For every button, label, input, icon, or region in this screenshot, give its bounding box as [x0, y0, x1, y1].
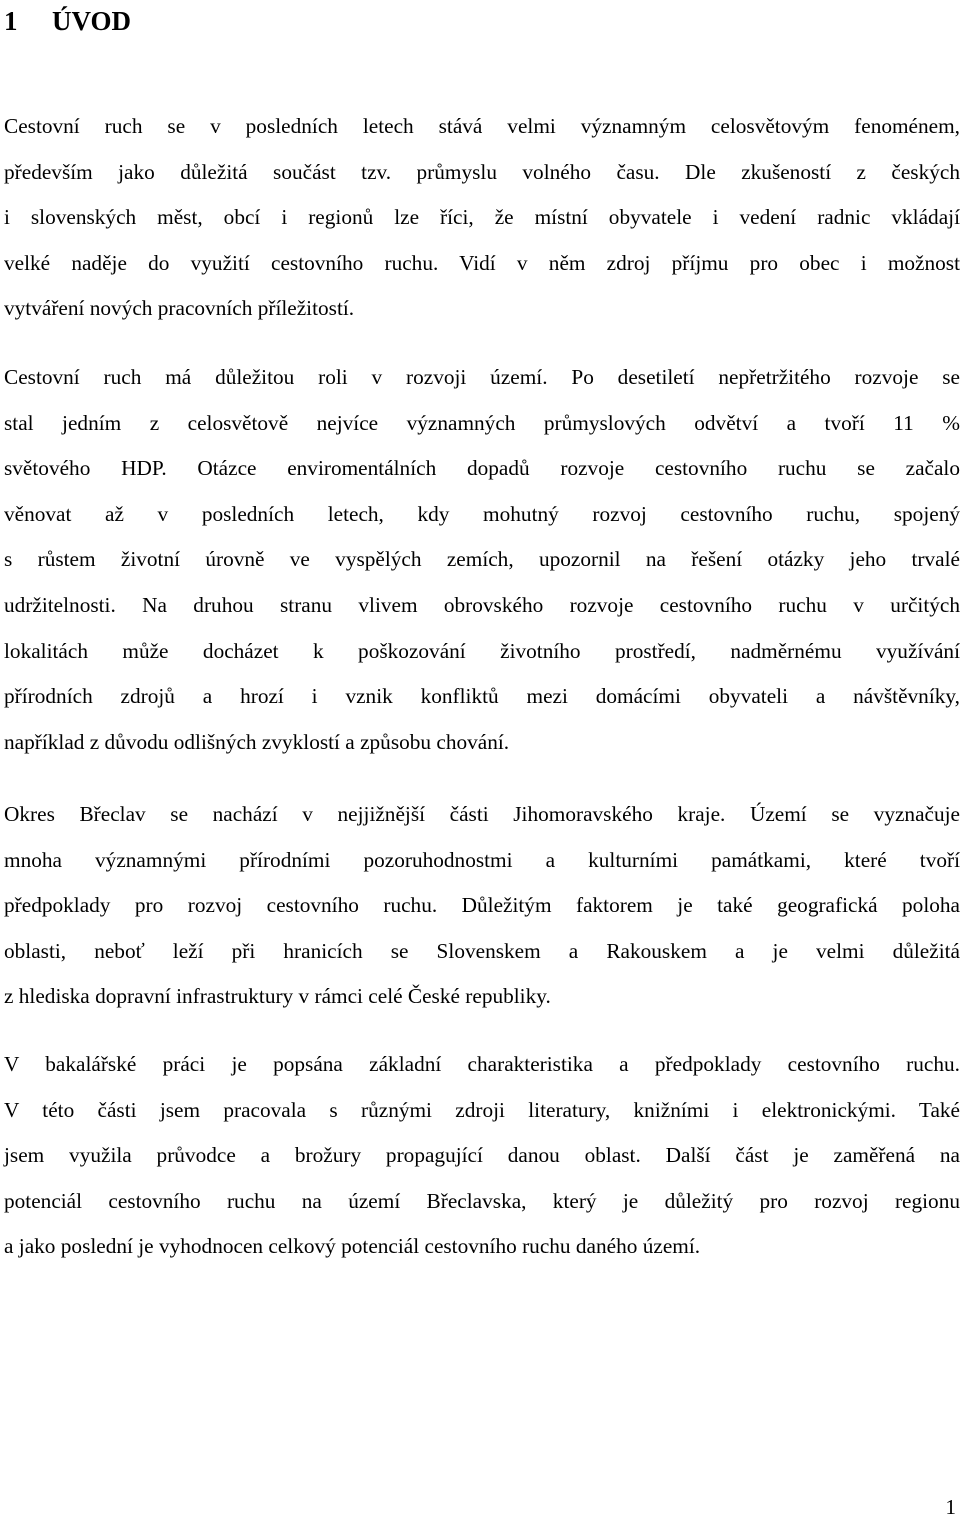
- paragraph-3: [4, 792, 960, 1020]
- text-line: V této části jsem pracovala s různými zdroji literatury, knižními i elektronickými. Také: [4, 1097, 960, 1122]
- text-line: Cestovní ruch má důležitou roli v rozvoji území. Po desetiletí nepřetržitého rozvoje se: [4, 365, 960, 389]
- text-line: především jako důležitá součást tzv. průmyslu volného času. Dle zkušeností z českých: [4, 159, 960, 184]
- text-line: vytváření nových pracovních příležitostí.: [4, 296, 355, 321]
- text-line: Okres Břeclav se nachází v nejjižnější části Jihomoravského kraje. Území se vyznačuje: [4, 802, 960, 826]
- text-line: udržitelnosti. Na druhou stranu vlivem obrovského rozvoje cestovního ruchu v určitých: [4, 592, 960, 617]
- text-line: přírodních zdrojů a hrozí i vznik konfliktů mezi domácími obyvateli a návštěvníky,: [4, 684, 960, 709]
- text-line: jsem využila průvodce a brožury propagující danou oblast. Další část je zaměřená na: [4, 1143, 960, 1168]
- paragraph-1: [4, 104, 960, 332]
- text-line: stal jedním z celosvětově nejvíce významných průmyslových odvětví a tvoří 11 %: [4, 410, 960, 435]
- chapter-heading: [4, 1, 131, 41]
- chapter-title: ÚVOD: [52, 6, 131, 36]
- text-line: V bakalářské práci je popsána základní charakteristika a předpoklady cestovního ruchu.: [4, 1052, 960, 1076]
- paragraph-4: [4, 1042, 960, 1270]
- paragraph-2: [4, 355, 960, 765]
- text-line: lokalitách může docházet k poškozování životního prostředí, nadměrnému využívání: [4, 638, 960, 663]
- text-line: Cestovní ruch se v posledních letech stává velmi významným celosvětovým fenoménem,: [4, 114, 960, 138]
- text-line: potenciál cestovního ruchu na území Břeclavska, který je důležitý pro rozvoj regionu: [4, 1188, 960, 1213]
- text-line: věnovat až v posledních letech, kdy mohutný rozvoj cestovního ruchu, spojený: [4, 501, 960, 526]
- text-line: oblasti, neboť leží při hranicích se Slovenskem a Rakouskem a je velmi důležitá: [4, 938, 960, 963]
- text-line: i slovenských měst, obcí i regionů lze říci, že místní obyvatele i vedení radnic vkládají: [4, 205, 960, 230]
- text-line: velké naděje do využití cestovního ruchu. Vidí v něm zdroj příjmu pro obec i možnost: [4, 250, 960, 275]
- text-line: mnoha významnými přírodními pozoruhodnostmi a kulturními památkami, které tvoří: [4, 847, 960, 872]
- text-line: světového HDP. Otázce enviromentálních dopadů rozvoje cestovního ruchu se začalo: [4, 456, 960, 481]
- text-line: předpoklady pro rozvoj cestovního ruchu. Důležitým faktorem je také geografická poloha: [4, 893, 960, 918]
- text-line: s růstem životní úrovně ve vyspělých zemích, upozornil na řešení otázky jeho trvalé: [4, 547, 960, 572]
- page-number: 1: [945, 1495, 956, 1519]
- text-line: z hlediska dopravní infrastruktury v rámci celé České republiky.: [4, 984, 551, 1009]
- chapter-number: 1: [4, 6, 18, 36]
- text-line: například z důvodu odlišných zvyklostí a způsobu chování.: [4, 729, 510, 754]
- text-line: a jako poslední je vyhodnocen celkový potenciál cestovního ruchu daného území.: [4, 1234, 701, 1259]
